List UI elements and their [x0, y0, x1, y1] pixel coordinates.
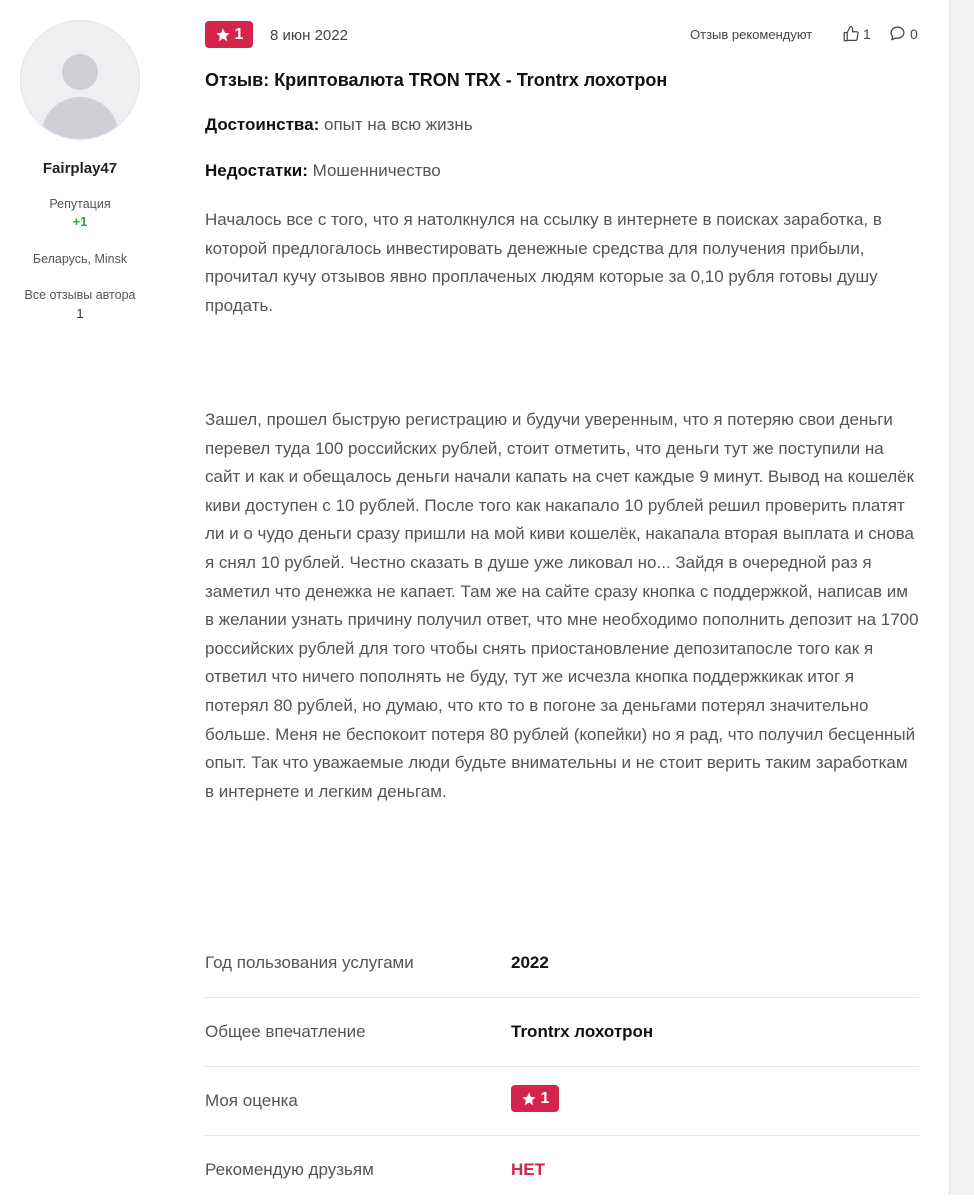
detail-row-recommend	[205, 1136, 919, 1204]
like-button[interactable]	[842, 25, 871, 43]
reputation-value: +1	[72, 214, 88, 229]
comment-button[interactable]	[889, 25, 918, 42]
cons-text: Мошенничество	[312, 161, 441, 180]
detail-row-rating	[205, 1067, 919, 1136]
detail-label-rating: Моя оценка	[205, 1091, 298, 1110]
review-paragraph-1: Началось все с того, что я натолкнулся на ссылку в интернете в поисках заработка, в которой предлогалось инвестировать денежные средства для получения прибыли, прочитал кучу отзывов явно проплаченых людям которые за 0,10 рубля готовы душу продать.	[205, 210, 882, 315]
like-count: 1	[863, 26, 871, 42]
my-rating-value: 1	[540, 1089, 550, 1107]
detail-label-recommend: Рекомендую друзьям	[205, 1160, 374, 1179]
page-scroll-edge	[949, 0, 974, 1195]
star-icon	[521, 1091, 537, 1107]
cons-label: Недостатки:	[205, 161, 308, 180]
pros-text: опыт на всю жизнь	[324, 115, 473, 134]
star-icon	[215, 27, 231, 43]
detail-label-year: Год пользования услугами	[205, 953, 414, 972]
all-author-reviews-link[interactable]: Все отзывы автора	[24, 288, 136, 302]
cons-line	[205, 161, 441, 181]
author-location: Беларусь, Minsk	[32, 252, 128, 266]
pros-line	[205, 115, 473, 135]
avatar-body-shape	[41, 97, 119, 140]
pros-label: Достоинства:	[205, 115, 320, 134]
review-date: 8 июн 2022	[270, 27, 348, 44]
detail-row-impression	[205, 998, 919, 1067]
rating-value: 1	[234, 25, 244, 43]
detail-value-recommend: НЕТ	[511, 1160, 545, 1179]
rating-badge	[205, 21, 253, 48]
avatar-head-shape	[62, 54, 98, 90]
my-rating-badge	[511, 1085, 559, 1112]
detail-label-impression: Общее впечатление	[205, 1022, 366, 1041]
review-title: Отзыв: Криптовалюта TRON TRX - Trontrx лохотрон	[205, 70, 668, 90]
recommend-count-label: Отзыв рекомендуют	[690, 27, 813, 42]
thumb-up-icon	[842, 25, 860, 43]
detail-value-impression: Trontrx лохотрон	[511, 1022, 654, 1041]
comment-count: 0	[910, 25, 918, 42]
avatar[interactable]	[20, 20, 140, 140]
comment-icon	[889, 25, 906, 42]
author-name[interactable]: Fairplay47	[42, 160, 118, 177]
review-paragraph-2: Зашел, прошел быструю регистрацию и будучи уверенным, что я потеряю свои деньги перевел туда 100 российских рублей, стоит отметить, что деньги тут же поступили на сайт и как и обещалось деньги начали капать на счет каждые 9 минут. Вывод на кошелёк киви доступен с 10 рублей. После того как накапало 10 рублей решил проверить платят ли и о чудо деньги сразу пришли на мой киви кошелёк, накапала вторая выплата и снова я снял 10 рублей. Честно сказать в душе уже ликовал но... Зайдя в очередной раз я заметил что денежка не капает. Там же на сайте сразу кнопка с поддержкой, написав им в желании узнать причину получил ответ, что мне необходимо пополнить депозит на 1700 российских рублей для того чтобы снять приостановление депозитапосле того как я ответил что ничего пополнять не буду, тут же исчезла кнопка поддержкикак итог я потерял 80 рублей, но думаю, что кто то в погоне за деньгами потерял значительно больше. Меня не беспокоит потеря 80 рублей (копейки) но я рад, что получил бесценный опыт. Так что уважаемые люди будьте внимательны и не стоит верить таким заработкам в интернете и легким деньгам.	[205, 410, 919, 801]
reputation-label: Репутация	[49, 197, 111, 211]
detail-value-year: 2022	[511, 953, 549, 972]
all-author-reviews-count[interactable]: 1	[76, 306, 84, 321]
review-details-table	[205, 929, 919, 1204]
detail-row-year	[205, 929, 919, 998]
